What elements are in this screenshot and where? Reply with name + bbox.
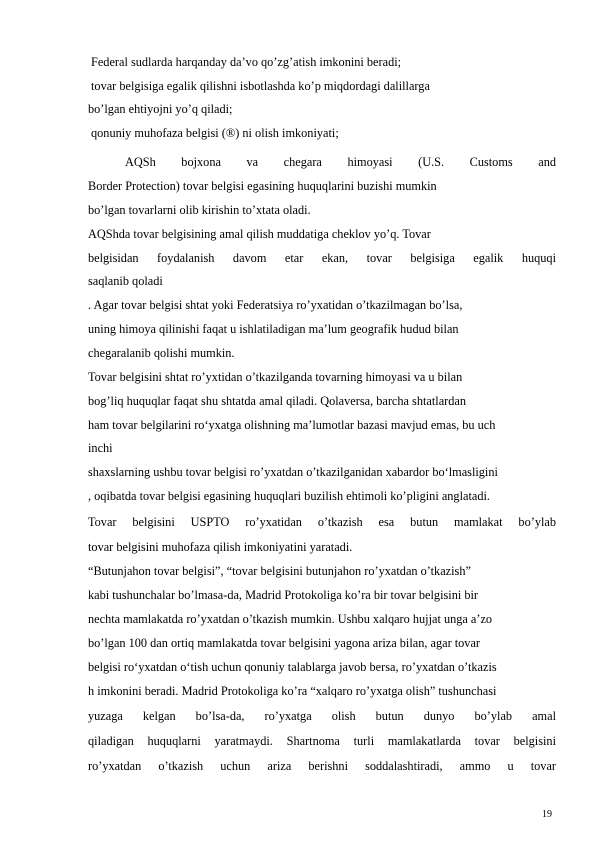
- page-number: 19: [542, 809, 552, 820]
- text-line: tovar belgisiga egalik qilishni isbotlashda ko’p miqdordagi dalillarga: [91, 79, 430, 93]
- text-line: bo’lgan 100 dan ortiq mamlakatda tovar belgisini yagona ariza bilan, agar tovar: [88, 636, 480, 650]
- text-line: tovar belgisini muhofaza qilish imkoniyatini yaratadi.: [88, 540, 353, 554]
- text-line: yuzaga kelgan bo’lsa-da, ro’yxatga olish butun dunyo bo’ylab amal: [88, 709, 556, 723]
- text-line: qonuniy muhofaza belgisi (®) ni olish imkoniyati;: [91, 126, 339, 140]
- text-line: ham tovar belgilarini ro‘yxatga olishning ma’lumotlar bazasi mavjud emas, bu uch: [88, 418, 496, 432]
- text-line: belgisidan foydalanish davom etar ekan, tovar belgisiga egalik huquqi: [88, 251, 556, 265]
- text-line: Tovar belgisini shtat ro’yxtidan o’tkazilganda tovarning himoyasi va u bilan: [88, 370, 463, 384]
- text-line: . Agar tovar belgisi shtat yoki Federatsiya ro’yxatidan o’tkazilmagan bo’lsa,: [88, 298, 463, 312]
- text-line: h imkonini beradi. Madrid Protokoliga ko’ra “xalqaro ro’yxatga olish” tushunchasi: [88, 684, 497, 698]
- text-line: inchi: [88, 441, 113, 455]
- text-line: bo’lgan ehtiyojni yo’q qiladi;: [88, 102, 233, 116]
- text-line: Federal sudlarda harqanday da’vo qo’zg’atish imkonini beradi;: [91, 55, 402, 69]
- text-line: chegaralanib qolishi mumkin.: [88, 346, 235, 360]
- text-line: bo’lgan tovarlarni olib kirishin to’xtata oladi.: [88, 203, 311, 217]
- text-line: shaxslarning ushbu tovar belgisi ro’yxatdan o’tkazilganidan xabardor bo‘lmasligini: [88, 465, 498, 479]
- text-line: qiladigan huquqlarni yaratmaydi. Shartnoma turli mamlakatlarda tovar belgisini: [88, 734, 556, 748]
- text-line: “Butunjahon tovar belgisi”, “tovar belgisini butunjahon ro’yxatdan o’tkazish”: [88, 564, 471, 578]
- text-line: AQSh bojxona va chegara himoyasi (U.S. Customs and: [125, 155, 556, 169]
- text-line: , oqibatda tovar belgisi egasining huquqlari buzilish ehtimoli ko’pligini anglatadi.: [88, 489, 490, 503]
- text-line: Tovar belgisini USPTO ro’yxatidan o’tkazish esa butun mamlakat bo’ylab: [88, 515, 556, 529]
- text-line: ro’yxatdan o’tkazish uchun ariza berishni soddalashtiradi, ammo u tovar: [88, 759, 556, 773]
- text-line: saqlanib qoladi: [88, 274, 163, 288]
- text-line: uning himoya qilinishi faqat u ishlatiladigan ma’lum geografik hudud bilan: [88, 322, 459, 336]
- text-line: belgisi ro‘yxatdan o‘tish uchun qonuniy talablarga javob bersa, ro’yxatdan o’tkazis: [88, 660, 497, 674]
- text-line: AQShda tovar belgisining amal qilish muddatiga cheklov yo’q. Tovar: [88, 227, 431, 241]
- text-line: kabi tushunchalar bo’lmasa-da, Madrid Protokoliga ko’ra bir tovar belgisini bir: [88, 588, 478, 602]
- text-line: bog’liq huquqlar faqat shu shtatda amal qiladi. Qolaversa, barcha shtatlardan: [88, 394, 467, 408]
- text-line: nechta mamlakatda ro’yxatdan o’tkazish mumkin. Ushbu xalqaro hujjat unga a’zo: [88, 612, 493, 626]
- text-line: Border Protection) tovar belgisi egasining huquqlarini buzishi mumkin: [88, 179, 437, 193]
